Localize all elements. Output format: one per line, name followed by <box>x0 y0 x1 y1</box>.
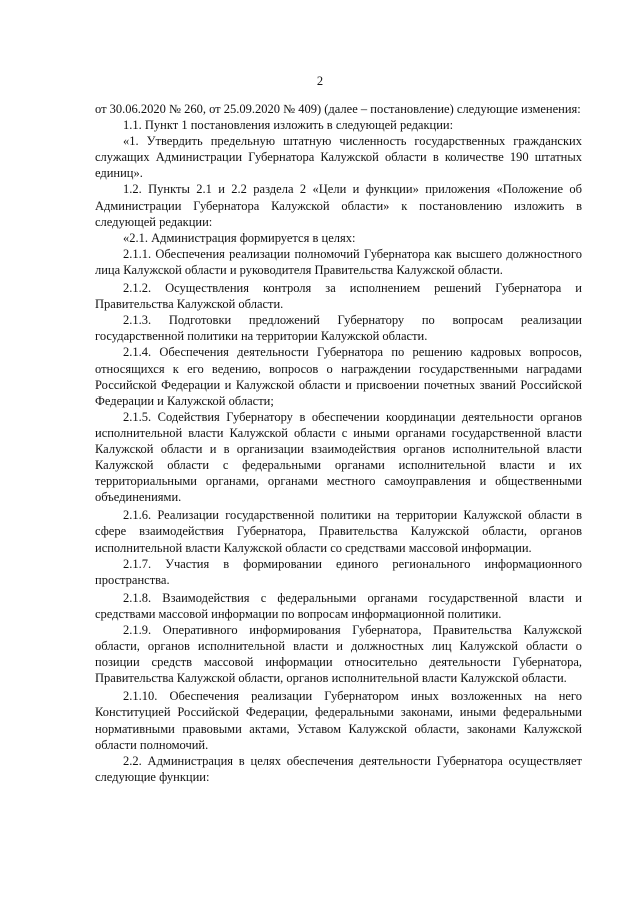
paragraph-1-1: 1.1. Пункт 1 постановления изложить в следующей редакции: <box>123 118 454 133</box>
paragraph-2-1-10: 2.1.10. Обеспечения реализации Губернатором иных возложенных на него Конституцией Российской Федерации, федеральными законами, иными федеральными нормативными правовыми актами, Уставом Калужской области, законами Калужской области полномочий. <box>95 689 582 752</box>
paragraph-2-1-6: 2.1.6. Реализации государственной политики на территории Калужской области в сфере взаимодействия Губернатора, Правительства Калужской области, органов исполнительной власти Калужской области со средствами массовой информации. <box>95 508 582 555</box>
paragraph-2-1-5: 2.1.5. Содействия Губернатору в обеспечении координации деятельности органов исполнительной власти Калужской области с иными органами государственной власти Калужской области и в организации взаимодействия органов исполнительной власти Калужской области с федеральными органами исполнительной власти и их территориальными органами, органами местного самоуправления и общественными объединениями. <box>95 409 582 505</box>
paragraph-2-1-8: 2.1.8. Взаимодействия с федеральными органами государственной власти и средствами массовой информации по вопросам информационной политики. <box>95 590 582 621</box>
paragraph-2-1-4: 2.1.4. Обеспечения деятельности Губернатора по решению кадровых вопросов, относящихся к его ведению, вопросов о награждении государственными наградами Российской Федерации и Калужской области и присвоении почетных званий Российской Федерации и Калужской области; <box>95 345 582 408</box>
paragraph-2-2: 2.2. Администрация в целях обеспечения деятельности Губернатора осуществляет следующие функции: <box>95 753 582 784</box>
document-body <box>95 101 582 785</box>
page-number: 2 <box>316 74 324 88</box>
paragraph-2-1-1: 2.1.1. Обеспечения реализации полномочий Губернатора как высшего должностного лица Калужской области и руководителя Правительства Калужской области. <box>95 246 582 277</box>
paragraph-2-1-7: 2.1.7. Участия в формировании единого регионального информационного пространства. <box>95 556 582 587</box>
paragraph-2-1-2: 2.1.2. Осуществления контроля за исполнением решений Губернатора и Правительства Калужской области. <box>95 281 582 312</box>
paragraph-2-1: «2.1. Администрация формируется в целях: <box>123 230 356 245</box>
paragraph-2-1-9: 2.1.9. Оперативного информирования Губернатора, Правительства Калужской области, органов исполнительной власти и должностных лиц Калужской области о позиции средств массовой информации относительно деятельности Губернатора, Правительства Калужской области, органов исполнительной власти Калужской области. <box>95 623 582 686</box>
paragraph-staff-quota: «1. Утвердить предельную штатную численность государственных гражданских служащих Администрации Губернатора Калужской области в количестве 190 штатных единиц». <box>95 134 582 181</box>
paragraph-1-2: 1.2. Пункты 2.1 и 2.2 раздела 2 «Цели и функции» приложения «Положение об Администрации Губернатора Калужской области» к постановлению изложить в следующей редакции: <box>95 182 582 229</box>
paragraph-2-1-3: 2.1.3. Подготовки предложений Губернатору по вопросам реализации государственной политики на территории Калужской области. <box>95 313 582 344</box>
paragraph-intro: от 30.06.2020 № 260, от 25.09.2020 № 409) (далее – постановление) следующие изменения: <box>95 102 581 116</box>
